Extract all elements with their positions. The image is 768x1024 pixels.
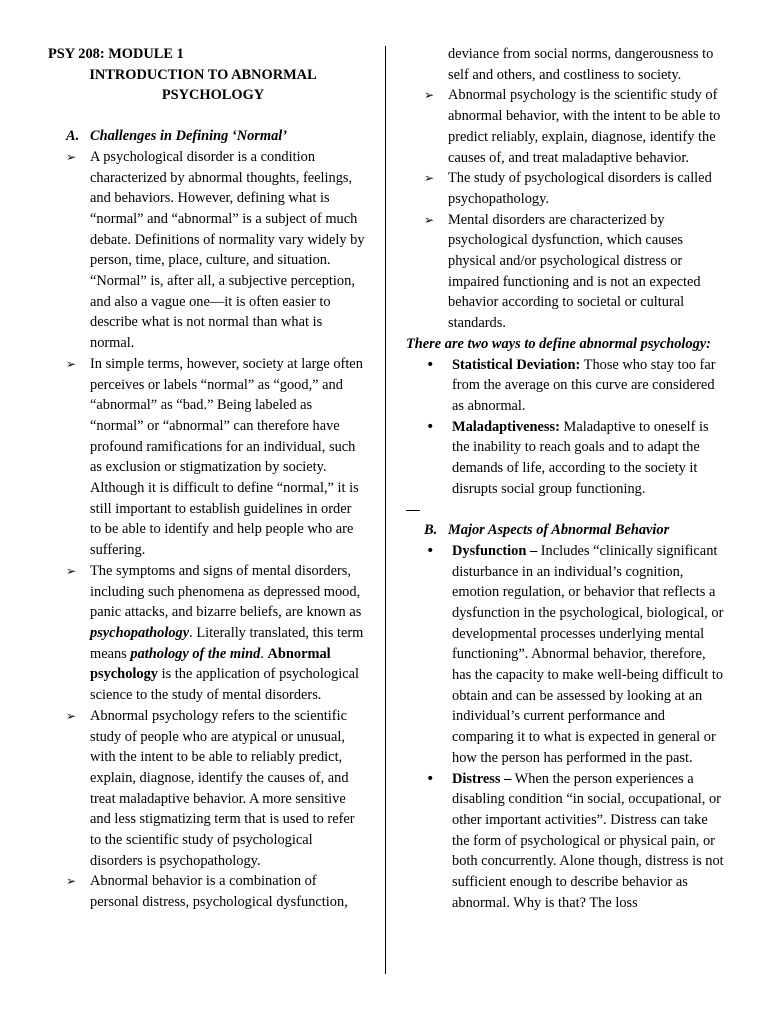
list-item xyxy=(406,769,724,914)
aspect-term: Distress – xyxy=(452,770,512,787)
list-item xyxy=(406,85,724,168)
list-item xyxy=(406,417,724,500)
list-item-text: Abnormal psychology refers to the scientific study of people who are atypical or unusual, with the intent to be able to reliably predict, explain, diagnose, identify the causes of, and treat maladaptive behavior. A more sensitive and less stigmatizing term that is used to refer to the scientific study of psychological disorders is psychopathology. xyxy=(90,707,355,869)
section-b-heading xyxy=(406,520,724,541)
dot-bullet-icon: • xyxy=(426,418,435,435)
definition-text: Maladaptive to oneself is the inability to reach goals and to adapt the demands of life, according to the society it disrupts social group functioning. xyxy=(452,418,709,497)
definition-text: Those who stay too far from the average on this curve are considered as abnormal. xyxy=(452,356,716,414)
section-b-letter: B. xyxy=(424,522,438,539)
separator-dash xyxy=(406,499,724,520)
column-divider xyxy=(385,46,386,974)
list-item-text: A psychological disorder is a condition characterized by abnormal thoughts, feelings, and behaviors. However, defining what is “normal” and “abnormal” is a subject of much debate. Definitions of normality vary widely by person, time, place, culture, and situation. “Normal” is, after all, a subjective perception, and also a vague one—it is often easier to describe what is not normal than what is normal. xyxy=(90,148,365,352)
dot-bullet-icon: • xyxy=(426,542,435,559)
continued-text: deviance from social norms, dangerousness to self and others, and costliness to society. xyxy=(448,46,714,83)
arrow-bullet-icon: ➢ xyxy=(424,212,435,227)
list-item-text: . Literally translated, this term means xyxy=(90,624,364,662)
section-b-title: Major Aspects of Abnormal Behavior xyxy=(448,522,670,539)
dot-bullet-icon: • xyxy=(426,356,435,373)
arrow-bullet-icon: ➢ xyxy=(66,563,77,578)
right-column xyxy=(406,44,724,914)
aspect-term: Dysfunction – xyxy=(452,542,538,559)
section-a-letter: A. xyxy=(66,128,80,145)
definitions-intro: There are two ways to define abnormal psychology: xyxy=(406,335,711,352)
definition-term: Maladaptiveness: xyxy=(452,418,560,435)
list-item-text: The study of psychological disorders is called psychopathology. xyxy=(448,170,712,207)
section-a-title: Challenges in Defining ‘Normal’ xyxy=(90,128,288,145)
dot-bullet-icon: • xyxy=(426,770,435,787)
definition-term: Statistical Deviation: xyxy=(452,356,581,373)
list-item-text: . xyxy=(260,645,268,662)
left-column xyxy=(48,44,366,913)
aspect-text: When the person experiences a disabling condition “in social, occupational, or other important activities”. Distress can take the form of psychological or physical pain, or both concurrently. Alone though, distress is not sufficient enough to describe behavior as abnormal. Why is that? The loss xyxy=(452,770,724,911)
term-abnormal-psychology: Abnormal psychology xyxy=(90,645,331,683)
document-title: INTRODUCTION TO ABNORMAL xyxy=(89,66,317,83)
section-b-list xyxy=(406,541,724,914)
list-item xyxy=(406,355,724,417)
list-item-text: Abnormal psychology is the scientific study of abnormal behavior, with the intent to be able to predict reliably, explain, diagnose, identify the causes of, and treat maladaptive behavior. xyxy=(448,87,721,166)
section-a-list xyxy=(48,147,366,913)
definitions-list xyxy=(406,355,724,500)
arrow-bullet-icon: ➢ xyxy=(66,874,77,889)
list-item xyxy=(406,210,724,334)
arrow-bullet-icon: ➢ xyxy=(66,708,77,723)
list-item-text: Mental disorders are characterized by psychological dysfunction, which causes physical and/or psychological distress or impaired functioning and is not an expected behavior according to societal or cultural standards. xyxy=(448,211,701,332)
list-item xyxy=(48,147,366,354)
list-item xyxy=(48,706,366,872)
list-item xyxy=(48,354,366,561)
term-pathology-of-mind: pathology of the mind xyxy=(130,645,261,662)
section-a-list-continued xyxy=(406,85,724,333)
aspect-text: Includes “clinically significant disturbance in an individual’s cognition, emotion regulation, or behavior that reflects a dysfunction in the psychological, biological, or developmental processes underlying mental functioning”. Abnormal behavior, therefore, has the capacity to make well-being difficult to obtain and can be assessed by looking at an individual’s current performance and comparing it to what is expected in general or how the person has performed in the past. xyxy=(452,542,724,766)
list-item-text: Abnormal behavior is a combination of personal distress, psychological dysfunction, xyxy=(90,873,348,911)
section-a-heading xyxy=(48,126,366,147)
list-item-text: is the application of psychological science to the study of mental disorders. xyxy=(90,666,360,704)
term-psychopathology: psychopathology xyxy=(90,624,190,641)
document-title-line2: PSYCHOLOGY xyxy=(161,87,265,104)
list-item-text: In simple terms, however, society at large often perceives or labels “normal” as “good,” and “abnormal” as “bad.” Being labeled as “normal” or “abnormal” can therefore have profound ramifications for an individual, such as exclusion or stigmatization by society. Although it is difficult to define “normal,” it is still important to establish guidelines in order to be able to identify and help people who are suffering. xyxy=(90,355,363,559)
arrow-bullet-icon: ➢ xyxy=(424,88,435,103)
list-item xyxy=(48,871,366,912)
arrow-bullet-icon: ➢ xyxy=(66,149,77,164)
arrow-bullet-icon: ➢ xyxy=(424,171,435,186)
list-item-text: The symptoms and signs of mental disorders, including such phenomena as depressed mood, panic attacks, and bizarre beliefs, are known as xyxy=(90,562,362,621)
list-item xyxy=(406,541,724,769)
list-item xyxy=(406,168,724,209)
module-code: PSY 208: MODULE 1 xyxy=(48,46,184,62)
arrow-bullet-icon: ➢ xyxy=(66,356,77,371)
list-item xyxy=(48,561,366,706)
